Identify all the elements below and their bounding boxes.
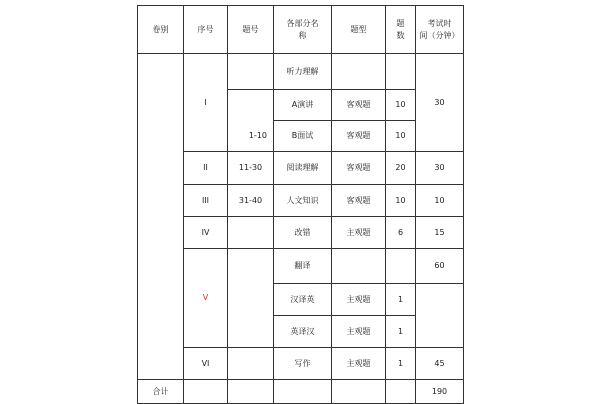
time-cell: 10 bbox=[416, 185, 464, 217]
type-cell: 主观题 bbox=[332, 217, 386, 249]
header-part-name-line2: 称 bbox=[298, 30, 307, 40]
header-count-line2: 数 bbox=[396, 30, 405, 40]
count-cell: 10 bbox=[386, 90, 416, 121]
part-name-cell: 改错 bbox=[274, 217, 332, 249]
count-cell: 10 bbox=[386, 185, 416, 217]
header-time-line1: 考试时 bbox=[427, 18, 452, 28]
part-name-cell: A演讲 bbox=[274, 90, 332, 121]
type-cell: 主观题 bbox=[332, 348, 386, 380]
time-cell: 60 bbox=[416, 249, 464, 284]
question-no-cell: 11-30 bbox=[228, 152, 274, 185]
header-question-no: 题号 bbox=[228, 6, 274, 54]
type-cell bbox=[332, 54, 386, 90]
header-paper: 卷别 bbox=[138, 6, 184, 54]
type-cell: 客观题 bbox=[332, 185, 386, 217]
paper-cell bbox=[138, 54, 184, 380]
table-row bbox=[138, 217, 464, 249]
type-cell: 客观题 bbox=[332, 152, 386, 185]
count-cell: 20 bbox=[386, 152, 416, 185]
header-count-line1: 题 bbox=[396, 18, 405, 28]
question-no-cell: 31-40 bbox=[228, 185, 274, 217]
part-name-cell: 阅读理解 bbox=[274, 152, 332, 185]
count-cell: 1 bbox=[386, 348, 416, 380]
time-cell: 15 bbox=[416, 217, 464, 249]
type-cell: 主观题 bbox=[332, 284, 386, 316]
section-cell: III bbox=[184, 185, 228, 217]
question-no-cell: 1-10 bbox=[228, 90, 274, 152]
count-cell: 10 bbox=[386, 121, 416, 152]
total-time: 190 bbox=[416, 380, 464, 404]
count-cell bbox=[386, 54, 416, 90]
part-name-cell: 英译汉 bbox=[274, 316, 332, 348]
section-cell: VI bbox=[184, 348, 228, 380]
type-cell: 客观题 bbox=[332, 121, 386, 152]
header-question-type: 题型 bbox=[332, 6, 386, 54]
table-row bbox=[138, 54, 464, 90]
count-cell: 6 bbox=[386, 217, 416, 249]
part-name-cell: 写作 bbox=[274, 348, 332, 380]
type-cell bbox=[332, 249, 386, 284]
section-cell: I bbox=[184, 54, 228, 152]
table-row bbox=[138, 185, 464, 217]
section-cell: V bbox=[184, 249, 228, 348]
section-cell: II bbox=[184, 152, 228, 185]
question-no-cell bbox=[228, 249, 274, 348]
table-row bbox=[138, 152, 464, 185]
question-no-cell bbox=[228, 54, 274, 90]
header-time-line2: 间（分钟） bbox=[419, 30, 460, 40]
part-name-cell: 翻译 bbox=[274, 249, 332, 284]
header-count bbox=[386, 6, 416, 54]
time-cell: 30 bbox=[416, 152, 464, 185]
table-row bbox=[138, 348, 464, 380]
header-part-name-line1: 各部分名 bbox=[286, 18, 319, 28]
part-name-cell: 汉译英 bbox=[274, 284, 332, 316]
count-cell bbox=[386, 249, 416, 284]
type-cell: 客观题 bbox=[332, 90, 386, 121]
count-cell: 1 bbox=[386, 284, 416, 316]
section-cell: IV bbox=[184, 217, 228, 249]
header-section-no: 序号 bbox=[184, 6, 228, 54]
type-cell: 主观题 bbox=[332, 316, 386, 348]
table-row bbox=[138, 249, 464, 284]
question-no-cell bbox=[228, 217, 274, 249]
question-no-cell bbox=[228, 348, 274, 380]
header-part-name bbox=[274, 6, 332, 54]
total-label: 合计 bbox=[138, 380, 184, 404]
time-cell: 30 bbox=[416, 54, 464, 152]
time-cell: 45 bbox=[416, 348, 464, 380]
exam-structure-table bbox=[137, 5, 464, 404]
count-cell: 1 bbox=[386, 316, 416, 348]
part-name-cell: 人文知识 bbox=[274, 185, 332, 217]
time-cell bbox=[416, 284, 464, 348]
part-name-cell: B面试 bbox=[274, 121, 332, 152]
header-time bbox=[416, 6, 464, 54]
part-name-cell: 听力理解 bbox=[274, 54, 332, 90]
header-row bbox=[138, 6, 464, 54]
